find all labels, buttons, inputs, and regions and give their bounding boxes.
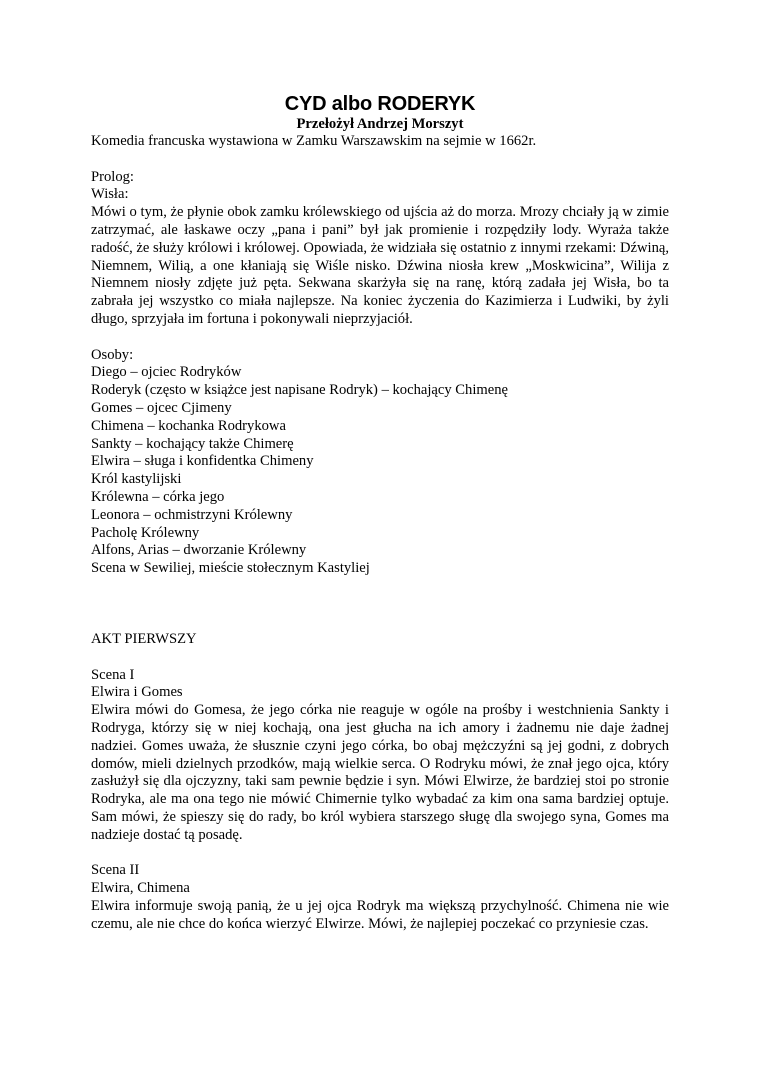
person-item: Królewna – córka jego [91, 488, 225, 505]
persons-heading: Osoby: [91, 346, 134, 363]
person-item: Król kastylijski [91, 471, 182, 488]
persons-section [91, 347, 669, 561]
prolog-section [91, 169, 669, 329]
scene-heading: Scena I [91, 666, 135, 683]
person-item: Pacholę Królewny [91, 524, 200, 541]
scene-text: Elwira mówi do Gomesa, że jego córka nie reaguje w ogóle na prośby i westchnienia Sankty i Rodryga, którzy się w niej kochają, ona jest głucha na ich amory i żadnemu nie daje żadnej nadziei. Gomes uważa, że słusznie czyni jego córka, bo obaj mężczyźni są jej godni, z dobrych domów, mieli dzielnych przodków, mają wielkie serca. O Rodryku mówi, że znał jego ojca, który zasłużył się dla ojczyzny, taki sam pewnie będzie i syn. Mówi Elwirze, że bardziej stoi po stronie Rodryka, ale ma ona tego nie mówić Chimernie tylko wybadać za kim ona sama bardziej optuje. Sam mówi, że spieszy się do rady, bo król wybiera starszego sługę dla swojego syna, Gomes ma nadzieje dostać tą posadę. [91, 702, 669, 843]
person-item: Elwira – sługa i konfidentka Chimeny [91, 453, 314, 470]
scene-heading: Scena II [91, 862, 140, 879]
scene-section [91, 667, 669, 845]
scene-characters: Elwira, Chimena [91, 880, 190, 897]
person-item: Alfons, Arias – dworzanie Królewny [91, 542, 307, 559]
prolog-heading: Prolog: [91, 168, 134, 185]
setting-line: Scena w Sewiliej, mieście stołecznym Kastyliej [91, 560, 370, 577]
prolog-speaker: Wisła: [91, 186, 129, 203]
person-item: Chimena – kochanka Rodrykowa [91, 417, 286, 434]
scene-section [91, 862, 669, 933]
person-item: Leonora – ochmistrzyni Królewny [91, 506, 293, 523]
act-heading: AKT PIERWSZY [91, 630, 197, 647]
person-item: Roderyk (często w książce jest napisane Rodryk) – kochający Chimenę [91, 382, 508, 399]
person-item: Diego – ojciec Rodryków [91, 364, 242, 381]
document-title: CYD albo RODERYK [284, 93, 476, 115]
scene-text: Elwira informuje swoją panią, że u jej ojca Rodryk ma większą przychylność. Chimena nie wie czemu, ale nie chce do końca wierzyć Elwirze. Mówi, że najlepiej poczekać co przyniesie czas. [91, 897, 669, 932]
scene-characters: Elwira i Gomes [91, 684, 183, 701]
prolog-text: Mówi o tym, że płynie obok zamku królewskiego od ujścia aż do morza. Mrozy chciały ją w zimie zatrzymać, ale łaskawe oczy „pana i pani” był jak promienie i rozpędziły lody. Wyraża także radość, że służy królowi i królowej. Opowiada, że widziała się ostatnio z innymi rzekami: Dźwiną, Niemnem, Wilią, a one kłaniają się Wiśle nisko. Dźwina niosła krew „Moskwicina”, Wilija z Niemnem niosły zdjęte już pęta. Sekwana skarżyła się na ranę, którą zadała jej Wisła, bo ta zabrała jej wszystko co miała najlepsze. Na koniec życzenia do Kazimierza i Ludwiki, by żyli długo, sprzyjała im fortuna i pokonywali nieprzyjaciół. [91, 204, 669, 327]
person-item: Gomes – ojcec Cjimeny [91, 399, 232, 416]
intro-paragraph: Komedia francuska wystawiona w Zamku Warszawskim na sejmie w 1662r. [91, 133, 537, 149]
document-body [91, 93, 669, 933]
person-item: Sankty – kochający także Chimerę [91, 435, 294, 452]
document-subtitle: Przełożył Andrzej Morszyt [296, 116, 464, 132]
